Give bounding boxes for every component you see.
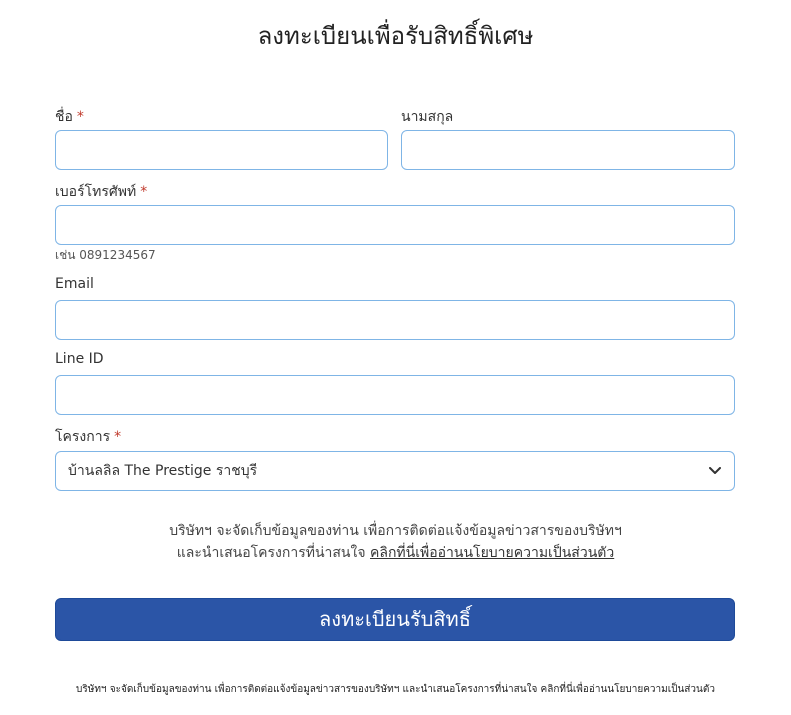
last-name-label [401,106,453,128]
project-label-text: โครงการ [55,429,111,445]
page-title: ลงทะเบียนเพื่อรับสิทธิ์พิเศษ [257,22,534,50]
consent-line-2-prefix: และนำเสนอโครงการที่น่าสนใจ [176,545,366,561]
required-mark: * [140,184,148,200]
last-name-label-text: นามสกุล [401,109,454,125]
phone-label [55,181,147,203]
project-label [55,426,121,448]
project-select-value: บ้านลลิล The Prestige ราชบุรี [68,463,258,479]
required-mark: * [76,109,84,125]
phone-hint: เช่น 0891234567 [55,248,156,262]
line-id-label-text: Line ID [55,351,104,367]
required-mark: * [114,429,122,445]
privacy-policy-link[interactable]: คลิกที่นี่เพื่ออ่านนโยบายความเป็นส่วนตัว [370,545,615,561]
register-button[interactable]: ลงทะเบียนรับสิทธิ์ [55,598,735,641]
phone-label-text: เบอร์โทรศัพท์ [55,184,137,200]
consent-line-2 [0,542,791,564]
email-input[interactable] [55,300,735,340]
last-name-input[interactable] [401,130,735,170]
project-select[interactable] [55,451,735,491]
first-name-label [55,106,84,128]
consent-line-1: บริษัทฯ จะจัดเก็บข้อมูลของท่าน เพื่อการติดต่อแจ้งข้อมูลข่าวสารของบริษัทฯ [169,523,622,539]
consent-text [0,520,791,564]
line-id-input[interactable] [55,375,735,415]
chevron-down-icon [708,464,722,478]
phone-input[interactable] [55,205,735,245]
email-label-text: Email [55,276,94,292]
first-name-input[interactable] [55,130,388,170]
email-label [55,276,94,292]
footer-disclaimer: บริษัทฯ จะจัดเก็บข้อมูลของท่าน เพื่อการติดต่อแจ้งข้อมูลข่าวสารของบริษัทฯ และนำเสนอโครงการที่น่าสนใจ คลิกที่นี่เพื่ออ่านนโยบายความเป็นส่วนตัว [76,684,715,695]
line-id-label [55,351,104,367]
first-name-label-text: ชื่อ [55,109,73,125]
